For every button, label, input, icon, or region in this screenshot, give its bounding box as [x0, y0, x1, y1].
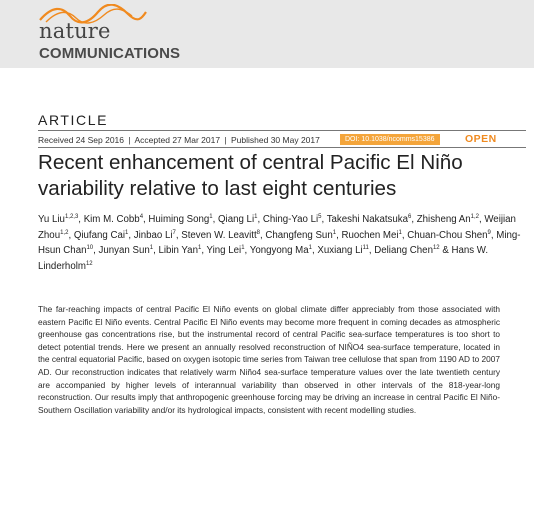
author-affiliation: 8: [256, 229, 260, 236]
journal-header: [0, 0, 534, 68]
author-list: Yu Liu$^{1,2,3}$, Kim M. Cobb$^4$, Huiming Song$^1$, Qiang Li$^1$, Ching-Yao Li$^5$, Takeshi Nakatsuka$^6$, Zhisheng An$^{1,2}$, Weijian Zhou$^{1,2}$, Qiufang Cai$^1$, Jinbao Li$^7$, Steven W. Leavitt$^8$, Changfeng Sun$^1$, Ruochen Mei$^1$, Chuan-Chou Shen$^9$, Ming-Hsun Chan$^{10}$, Junyan Sun$^1$, Libin Yan$^1$, Ying Lei$^1$, Yongyong Ma$^1$, Xuxiang Li$^{11}$, Deliang Chen$^{12}$ & Hans W. Linderholm$^{12}$: [38, 213, 521, 272]
author-name[interactable]: Yongyong Ma: [249, 245, 309, 257]
author-name[interactable]: Qiufang Cai: [73, 229, 125, 241]
author-name[interactable]: Ruochen Mei: [341, 229, 399, 241]
date-separator: |: [224, 135, 227, 145]
publication-dates: [38, 135, 320, 145]
article-type-label: ARTICLE: [38, 112, 109, 128]
author-affiliation: 1: [209, 213, 213, 220]
divider-bottom: [38, 147, 526, 148]
divider-top: [38, 130, 526, 131]
abstract: The far-reaching impacts of central Pacific El Niño events on global climate differ appreciably from those associated with eastern Pacific El Niño events. Central Pacific El Niño events may become more frequent in coming decades as atmospheric greenhouse gas concentrations rise, but the instrumental record of central Pacific sea-surface temperatures is too short to detect potential trends. Here we present an annually resolved reconstruction of NIÑO4 sea-surface temperature, located in the central equatorial Pacific, based on oxygen isotopic time series from Taiwan tree cellulose that span from 1190 AD to 2007 AD. Our reconstruction indicates that relatively warm Niño4 sea-surface temperature values over the late twentieth century are accompanied by higher levels of interannual variability than observed in other intervals of the 818-year-long reconstruction. Our results imply that anthropogenic greenhouse forcing may be driving an increase in central Pacific El Niño-Southern Oscillation variability and/or its hydrological impacts, consistent with recent modelling studies.: [38, 304, 500, 415]
author-affiliation: 1: [149, 244, 154, 251]
author-name[interactable]: Weijian Zhou: [38, 214, 516, 241]
author-affiliation: 6: [408, 213, 412, 220]
author-affiliation: 12: [85, 260, 93, 267]
accepted-date: Accepted 27 Mar 2017: [134, 135, 221, 145]
author-name[interactable]: Kim M. Cobb: [83, 214, 140, 225]
author-name[interactable]: Ching-Yao Li: [262, 214, 319, 225]
author-affiliation: 1: [254, 213, 258, 220]
author-name[interactable]: Steven W. Leavitt: [181, 229, 257, 241]
author-affiliation: 1,2,3: [64, 213, 79, 220]
received-date: Received 24 Sep 2016: [38, 135, 125, 145]
author-name[interactable]: Ming-Hsun Chan: [38, 229, 521, 257]
author-name[interactable]: Chuan-Chou Shen: [407, 229, 488, 241]
author-affiliation: 9: [487, 229, 491, 236]
author-affiliation: 1: [125, 229, 129, 236]
author-name[interactable]: Jinbao Li: [133, 229, 173, 241]
author-affiliation: 1: [197, 244, 202, 251]
author-name[interactable]: Yu Liu: [38, 214, 65, 225]
author-affiliation: 4: [139, 213, 144, 220]
author-affiliation: 11: [362, 244, 369, 251]
author-affiliation: 10: [86, 244, 94, 251]
date-separator: |: [128, 135, 131, 145]
author-affiliation: 12: [432, 244, 440, 251]
author-name[interactable]: Qiang Li: [218, 214, 255, 225]
author-affiliation: 1: [241, 244, 245, 251]
author-name[interactable]: Changfeng Sun: [265, 229, 333, 241]
author-name[interactable]: Huiming Song: [148, 214, 210, 225]
author-affiliation: 1: [308, 244, 312, 251]
open-access-label: OPEN: [465, 133, 497, 145]
author-affiliation: 1,2: [60, 229, 69, 236]
author-affiliation: 1,2: [470, 213, 479, 220]
author-name[interactable]: Libin Yan: [158, 245, 198, 257]
author-affiliation: 7: [172, 229, 176, 236]
doi-badge[interactable]: DOI: 10.1038/ncomms15386: [340, 134, 440, 145]
author-affiliation: 5: [318, 213, 322, 220]
journal-logo-communications: COMMUNICATIONS: [39, 45, 181, 62]
author-name[interactable]: Takeshi Nakatsuka: [326, 214, 409, 225]
article-title: Recent enhancement of central Pacific El Niño variability relative to last eight centuries: [38, 151, 463, 200]
author-name[interactable]: Hans W. Linderholm: [38, 245, 489, 272]
published-date: Published 30 May 2017: [231, 135, 320, 145]
author-name[interactable]: Ying Lei: [206, 245, 242, 257]
author-name[interactable]: Junyan Sun: [98, 245, 150, 257]
author-affiliation: 1: [398, 229, 402, 236]
author-name[interactable]: Zhisheng An: [416, 214, 471, 225]
author-name[interactable]: Xuxiang Li: [317, 245, 363, 257]
journal-logo-nature: nature: [39, 19, 111, 43]
author-affiliation: 1: [332, 229, 337, 236]
author-name[interactable]: Deliang Chen: [374, 245, 433, 257]
